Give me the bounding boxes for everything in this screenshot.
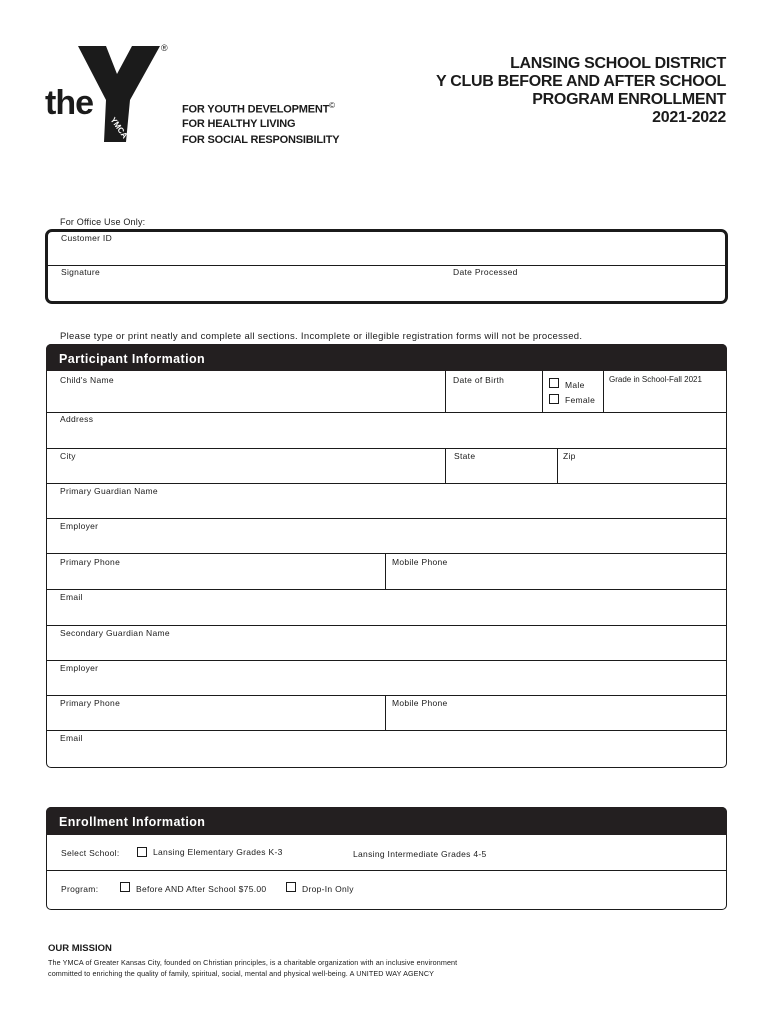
mobile-phone-field[interactable]	[387, 567, 724, 587]
col-divider	[542, 371, 543, 412]
row-divider	[47, 483, 726, 484]
primary-guardian-field[interactable]	[48, 496, 724, 516]
row-divider	[47, 870, 726, 871]
signature-field[interactable]	[48, 278, 428, 296]
row-divider	[47, 730, 726, 731]
email-field[interactable]	[48, 743, 724, 764]
employer-label: Employer	[60, 521, 99, 531]
date-processed-field[interactable]	[450, 278, 718, 296]
title-line-4: 2021-2022	[652, 109, 726, 126]
mission-text	[48, 957, 457, 979]
email-field[interactable]	[48, 602, 724, 623]
enrollment-header-bar	[46, 807, 727, 835]
email-label: Email	[60, 733, 83, 743]
mobile-phone-label: Mobile Phone	[392, 557, 448, 567]
city-field[interactable]	[48, 461, 443, 481]
date-of-birth-field[interactable]	[447, 386, 540, 410]
male-checkbox[interactable]	[549, 378, 559, 388]
col-divider	[385, 553, 386, 589]
primary-phone-label: Primary Phone	[60, 557, 121, 567]
logo-the-text: the	[45, 84, 93, 122]
tagline-youth: FOR YOUTH DEVELOPMENT©	[182, 101, 335, 116]
grade-field[interactable]	[605, 386, 723, 410]
childs-name-field[interactable]	[48, 386, 443, 410]
signature-label: Signature	[61, 267, 101, 277]
date-of-birth-label: Date of Birth	[453, 375, 505, 385]
female-label: Female	[565, 395, 596, 405]
tagline-social: FOR SOCIAL RESPONSIBILITY	[182, 134, 340, 146]
row-divider	[47, 553, 726, 554]
instructions-text: Please type or print neatly and complete all sections. Incomplete or illegible registration forms will not be processed.	[60, 331, 583, 342]
childs-name-label: Child's Name	[60, 375, 114, 385]
col-divider	[603, 371, 604, 412]
participant-header-bar	[46, 344, 727, 371]
registered-mark: ®	[161, 43, 168, 53]
state-label: State	[454, 451, 476, 461]
before-after-label: Before AND After School $75.00	[136, 884, 267, 894]
mobile-phone-label: Mobile Phone	[392, 698, 448, 708]
title-line-3: PROGRAM ENROLLMENT	[532, 91, 726, 108]
mission-line-1: The YMCA of Greater Kansas City, founded on Christian principles, is a charitable organization with an inclusive environment	[48, 958, 458, 967]
office-use-heading: For Office Use Only:	[60, 217, 146, 227]
row-divider	[47, 625, 726, 626]
drop-in-label: Drop-In Only	[302, 884, 354, 894]
mission-heading: OUR MISSION	[48, 943, 112, 954]
state-field[interactable]	[447, 461, 555, 481]
male-label: Male	[565, 380, 585, 390]
primary-phone-label: Primary Phone	[60, 698, 121, 708]
col-divider	[557, 448, 558, 483]
title-line-1: LANSING SCHOOL DISTRICT	[510, 55, 726, 72]
col-divider	[385, 695, 386, 730]
title-line-2: Y CLUB BEFORE AND AFTER SCHOOL	[436, 73, 726, 90]
customer-id-label: Customer ID	[61, 233, 113, 243]
col-divider	[445, 448, 446, 483]
document-title	[436, 55, 726, 127]
secondary-guardian-label: Secondary Guardian Name	[60, 628, 170, 638]
secondary-guardian-field[interactable]	[48, 638, 724, 658]
address-label: Address	[60, 414, 94, 424]
select-school-label: Select School:	[61, 848, 120, 858]
drop-in-checkbox[interactable]	[286, 882, 296, 892]
office-divider	[48, 265, 725, 266]
mobile-phone-field[interactable]	[387, 708, 724, 728]
address-field[interactable]	[48, 424, 724, 446]
employer-label: Employer	[60, 663, 99, 673]
participant-heading: Participant Information	[59, 352, 206, 366]
row-divider	[47, 412, 726, 413]
primary-phone-field[interactable]	[48, 567, 383, 587]
mission-line-2: committed to enriching the quality of family, spiritual, social, mental and physical well-being. A UNITED WAY AGENCY	[48, 969, 435, 978]
row-divider	[47, 448, 726, 449]
ymca-wordmark	[108, 110, 138, 140]
grade-label: Grade in School-Fall 2021	[609, 375, 702, 384]
zip-field[interactable]	[559, 461, 724, 481]
primary-phone-field[interactable]	[48, 708, 383, 728]
svg-text:YMCA: YMCA	[108, 115, 130, 140]
school-elementary-label: Lansing Elementary Grades K-3	[153, 847, 283, 857]
row-divider	[47, 589, 726, 590]
row-divider	[47, 518, 726, 519]
enrollment-heading: Enrollment Information	[59, 815, 206, 829]
school-elementary-checkbox[interactable]	[137, 847, 147, 857]
program-label: Program:	[61, 884, 99, 894]
zip-label: Zip	[563, 451, 576, 461]
city-label: City	[60, 451, 76, 461]
row-divider	[47, 660, 726, 661]
col-divider	[445, 371, 446, 412]
school-intermediate-label[interactable]: Lansing Intermediate Grades 4-5	[353, 849, 487, 859]
primary-guardian-label: Primary Guardian Name	[60, 486, 158, 496]
employer-field[interactable]	[48, 531, 724, 551]
date-processed-label: Date Processed	[453, 267, 518, 277]
female-checkbox[interactable]	[549, 394, 559, 404]
employer-field[interactable]	[48, 673, 724, 693]
customer-id-field[interactable]	[48, 244, 718, 264]
row-divider	[47, 695, 726, 696]
before-after-checkbox[interactable]	[120, 882, 130, 892]
tagline-healthy: FOR HEALTHY LIVING	[182, 118, 296, 130]
email-label: Email	[60, 592, 83, 602]
